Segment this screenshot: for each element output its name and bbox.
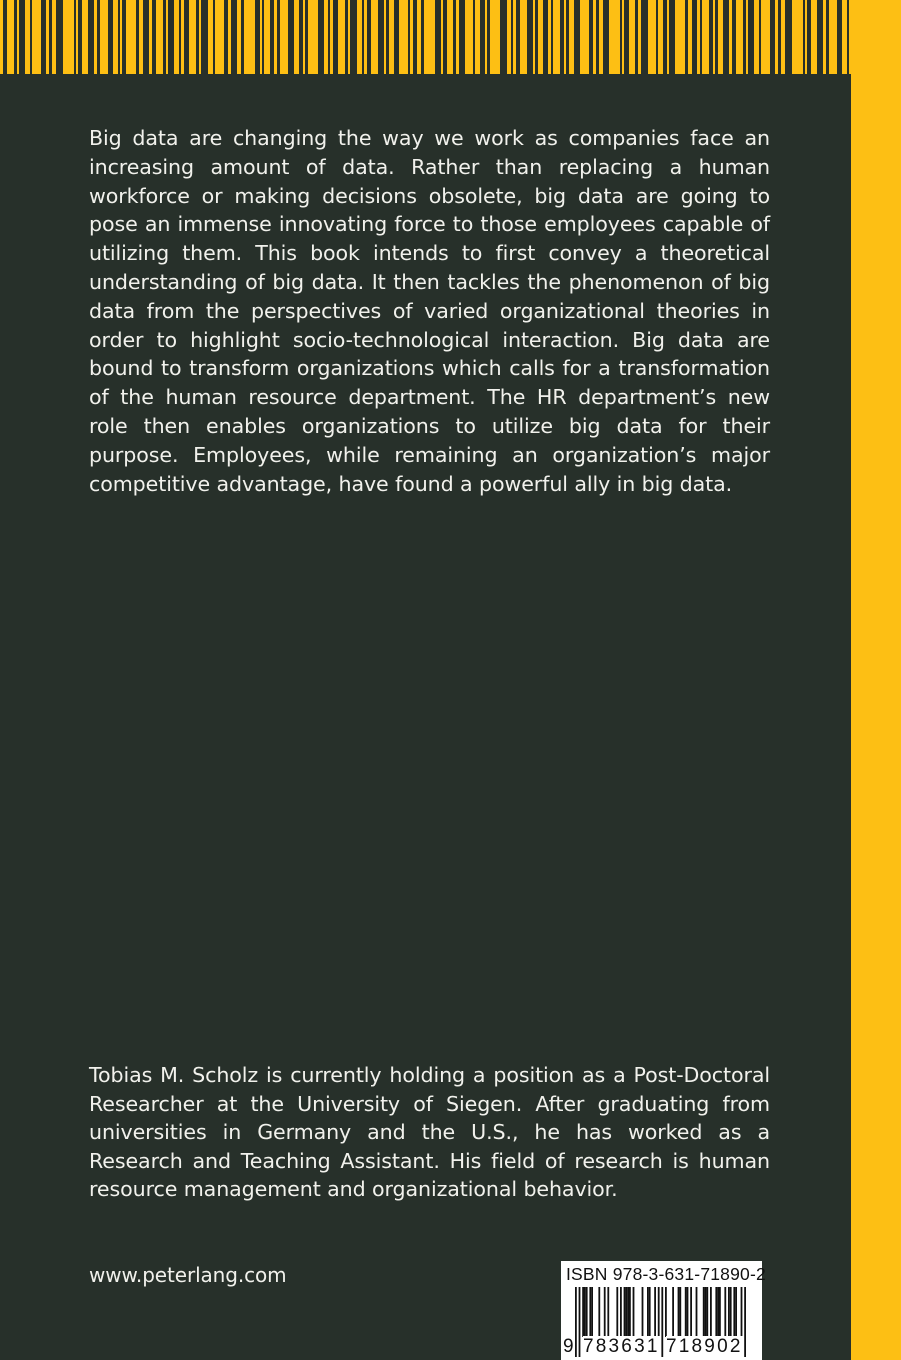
stripe-bar (63, 0, 74, 74)
stripe-bar (389, 0, 394, 74)
stripe-bar (189, 0, 196, 74)
stripe-bar (507, 0, 511, 74)
barcode-bar (730, 1287, 732, 1337)
stripe-bar (580, 0, 589, 74)
barcode-bar (717, 1287, 719, 1337)
barcode-bar (715, 1287, 717, 1337)
isbn-label: ISBN 978-3-631-71890-2 (566, 1264, 766, 1284)
stripe-bar (0, 0, 3, 74)
stripe-bar (761, 0, 770, 74)
barcode-bar (627, 1287, 629, 1337)
barcode-bar (706, 1287, 708, 1337)
stripe-bar (781, 0, 785, 74)
spine-edge (851, 0, 901, 1360)
barcode-left-digits: 783631 (583, 1336, 660, 1357)
barcode-bar (591, 1287, 593, 1337)
barcode-bar (733, 1287, 735, 1337)
stripe-bar (811, 0, 817, 74)
stripe-bar (713, 0, 715, 74)
stripe-bar (485, 0, 487, 74)
barcode-bar (584, 1287, 586, 1337)
stripe-bar (174, 0, 179, 74)
barcode-bar (629, 1287, 631, 1337)
stripe-bar (736, 0, 743, 74)
stripe-bar (17, 0, 19, 74)
stripe-bar (199, 0, 201, 74)
stripe-bar (364, 0, 367, 74)
stripe-bar (599, 0, 603, 74)
barcode-bar (728, 1287, 730, 1337)
barcode-bar (744, 1287, 746, 1357)
stripe-bar (156, 0, 163, 74)
stripe-bar (513, 0, 516, 74)
stripe-bar (94, 0, 97, 74)
barcode-bar (579, 1287, 581, 1357)
stripe-bar (593, 0, 596, 74)
stripe-bar (729, 0, 732, 74)
stripe-bar (82, 0, 88, 74)
stripe-bar (629, 0, 635, 74)
stripe-bar (399, 0, 408, 74)
stripe-bar (280, 0, 288, 74)
stripe-bar (237, 0, 241, 74)
barcode-bar (705, 1287, 707, 1337)
barcode-bar (649, 1287, 651, 1337)
stripe-bar (215, 0, 224, 74)
barcode-bar (624, 1287, 626, 1337)
stripe-bar (264, 0, 270, 74)
stripe-bar (384, 0, 386, 74)
barcode-bar (703, 1287, 705, 1337)
stripe-bar (697, 0, 700, 74)
stripe-bar (294, 0, 299, 74)
stripe-bar (100, 0, 108, 74)
stripe-bar (417, 0, 421, 74)
stripe-bar (410, 0, 413, 74)
stripe-bar (357, 0, 362, 74)
barcode-bar (719, 1287, 721, 1337)
stripe-bar (465, 0, 473, 74)
stripe-bar (348, 0, 350, 74)
stripe-bar (538, 0, 543, 74)
stripe-bar (533, 0, 535, 74)
barcode-bar (633, 1287, 635, 1337)
barcode-bar (589, 1287, 591, 1337)
stripe-bar (490, 0, 500, 74)
barcode-bar (625, 1287, 627, 1337)
stripe-bar (274, 0, 277, 74)
barcode-bar (696, 1287, 698, 1337)
barcode-bar (735, 1287, 737, 1337)
author-bio: Tobias M. Scholz is currently holding a position as a Post-Doctoral Researcher at the University of Siegen. After graduating from universities in Germany and the U.S., he has worked as a Research and Teaching Assistant. His field of research is human resource management and organizational behavior. (89, 1063, 770, 1202)
barcode-bar (582, 1287, 584, 1337)
stripe-bar (126, 0, 136, 74)
stripe-bar (638, 0, 641, 74)
barcode-bar (724, 1287, 726, 1337)
barcode-stripe-pattern (0, 0, 851, 74)
stripe-bar (805, 0, 807, 74)
stripe-bar (688, 0, 692, 74)
stripe-bar (260, 0, 262, 74)
stripe-bar (520, 0, 527, 74)
stripe-bar (447, 0, 453, 74)
stripe-bar (149, 0, 152, 74)
stripe-bar (25, 0, 30, 74)
barcode-bar (642, 1287, 644, 1337)
stripe-bar (7, 0, 14, 74)
stripe-bar (548, 0, 551, 74)
stripe-bar (667, 0, 669, 74)
barcode-bar (620, 1287, 622, 1337)
stripe-bar (32, 0, 41, 74)
book-blurb: Big data are changing the way we work as companies face an increasing amount of data. Rather than replacing a human workforce or making decisions obsolete, big data are going to pose an immense innovating force to those employees capable of utilizing them. This book intends to first convey a theoretical understanding of big data. It then tackles the phenomenon of big data from the perspectives of varied organizational theories in order to highlight socio-technological interaction. Big data are bound to transform organizations which calls for a transformation of the human resource department. The HR department’s new role then enables organizations to utilize big data for their purpose. Employees, while remaining an organization’s major competitive advantage, have found a powerful ally in big data. (89, 126, 770, 496)
stripe-bar (823, 0, 826, 74)
stripe-bar (371, 0, 378, 74)
stripe-bar (228, 0, 231, 74)
stripe-bar (456, 0, 459, 74)
barcode-bar (661, 1287, 663, 1357)
barcode-bar (598, 1287, 600, 1337)
stripe-bar (303, 0, 305, 74)
stripe-bar (675, 0, 685, 74)
stripe-bar (718, 0, 723, 74)
stripe-bar (208, 0, 213, 74)
stripe-bar (792, 0, 803, 74)
stripe-bar (475, 0, 480, 74)
stripe-bar (330, 0, 333, 74)
barcode-bar (685, 1287, 687, 1337)
stripe-bar (842, 0, 847, 74)
stripe-bar (424, 0, 435, 74)
stripe-bar (829, 0, 837, 74)
barcode-bar (604, 1287, 606, 1337)
barcode-bar (679, 1287, 681, 1337)
barcode-bar (710, 1287, 712, 1337)
stripe-bar (338, 0, 345, 74)
stripe-bar (181, 0, 184, 74)
barcode-bar (690, 1287, 692, 1337)
stripe-graphic (0, 0, 851, 74)
stripe-bar (569, 0, 574, 74)
stripe-bar (244, 0, 255, 74)
barcode-right-digits: 718902 (666, 1336, 743, 1357)
stripe-bar (46, 0, 49, 74)
stripe-bar (648, 0, 656, 74)
barcode-bar (586, 1287, 588, 1337)
stripe-bar (754, 0, 759, 74)
stripe-bar (166, 0, 168, 74)
barcode-bar (678, 1287, 680, 1337)
stripe-bar (746, 0, 748, 74)
stripe-bar (113, 0, 118, 74)
stripe-bar (622, 0, 624, 74)
barcode-bar (672, 1287, 674, 1337)
stripe-bar (120, 0, 122, 74)
barcode-bar (607, 1287, 609, 1337)
stripe-bar (553, 0, 560, 74)
stripe-bar (609, 0, 620, 74)
stripe-bar (139, 0, 143, 74)
stripe-bar (702, 0, 709, 74)
barcode-bar (647, 1287, 649, 1337)
stripe-bar (658, 0, 663, 74)
stripe-bar (564, 0, 566, 74)
publisher-website[interactable]: www.peterlang.com (89, 1263, 287, 1287)
barcode-first-digit: 9 (563, 1336, 574, 1357)
stripe-bar (441, 0, 443, 74)
stripe-bar (52, 0, 56, 74)
barcode-bar (654, 1287, 656, 1337)
stripe-bar (775, 0, 778, 74)
stripe-bar (308, 0, 318, 74)
stripe-bar (76, 0, 78, 74)
barcode-bar (687, 1287, 689, 1337)
isbn-barcode-block (561, 1261, 766, 1360)
barcode-bar (575, 1287, 577, 1357)
barcode-bar (665, 1287, 667, 1337)
stripe-bar (324, 0, 328, 74)
barcode-bar (616, 1287, 618, 1337)
